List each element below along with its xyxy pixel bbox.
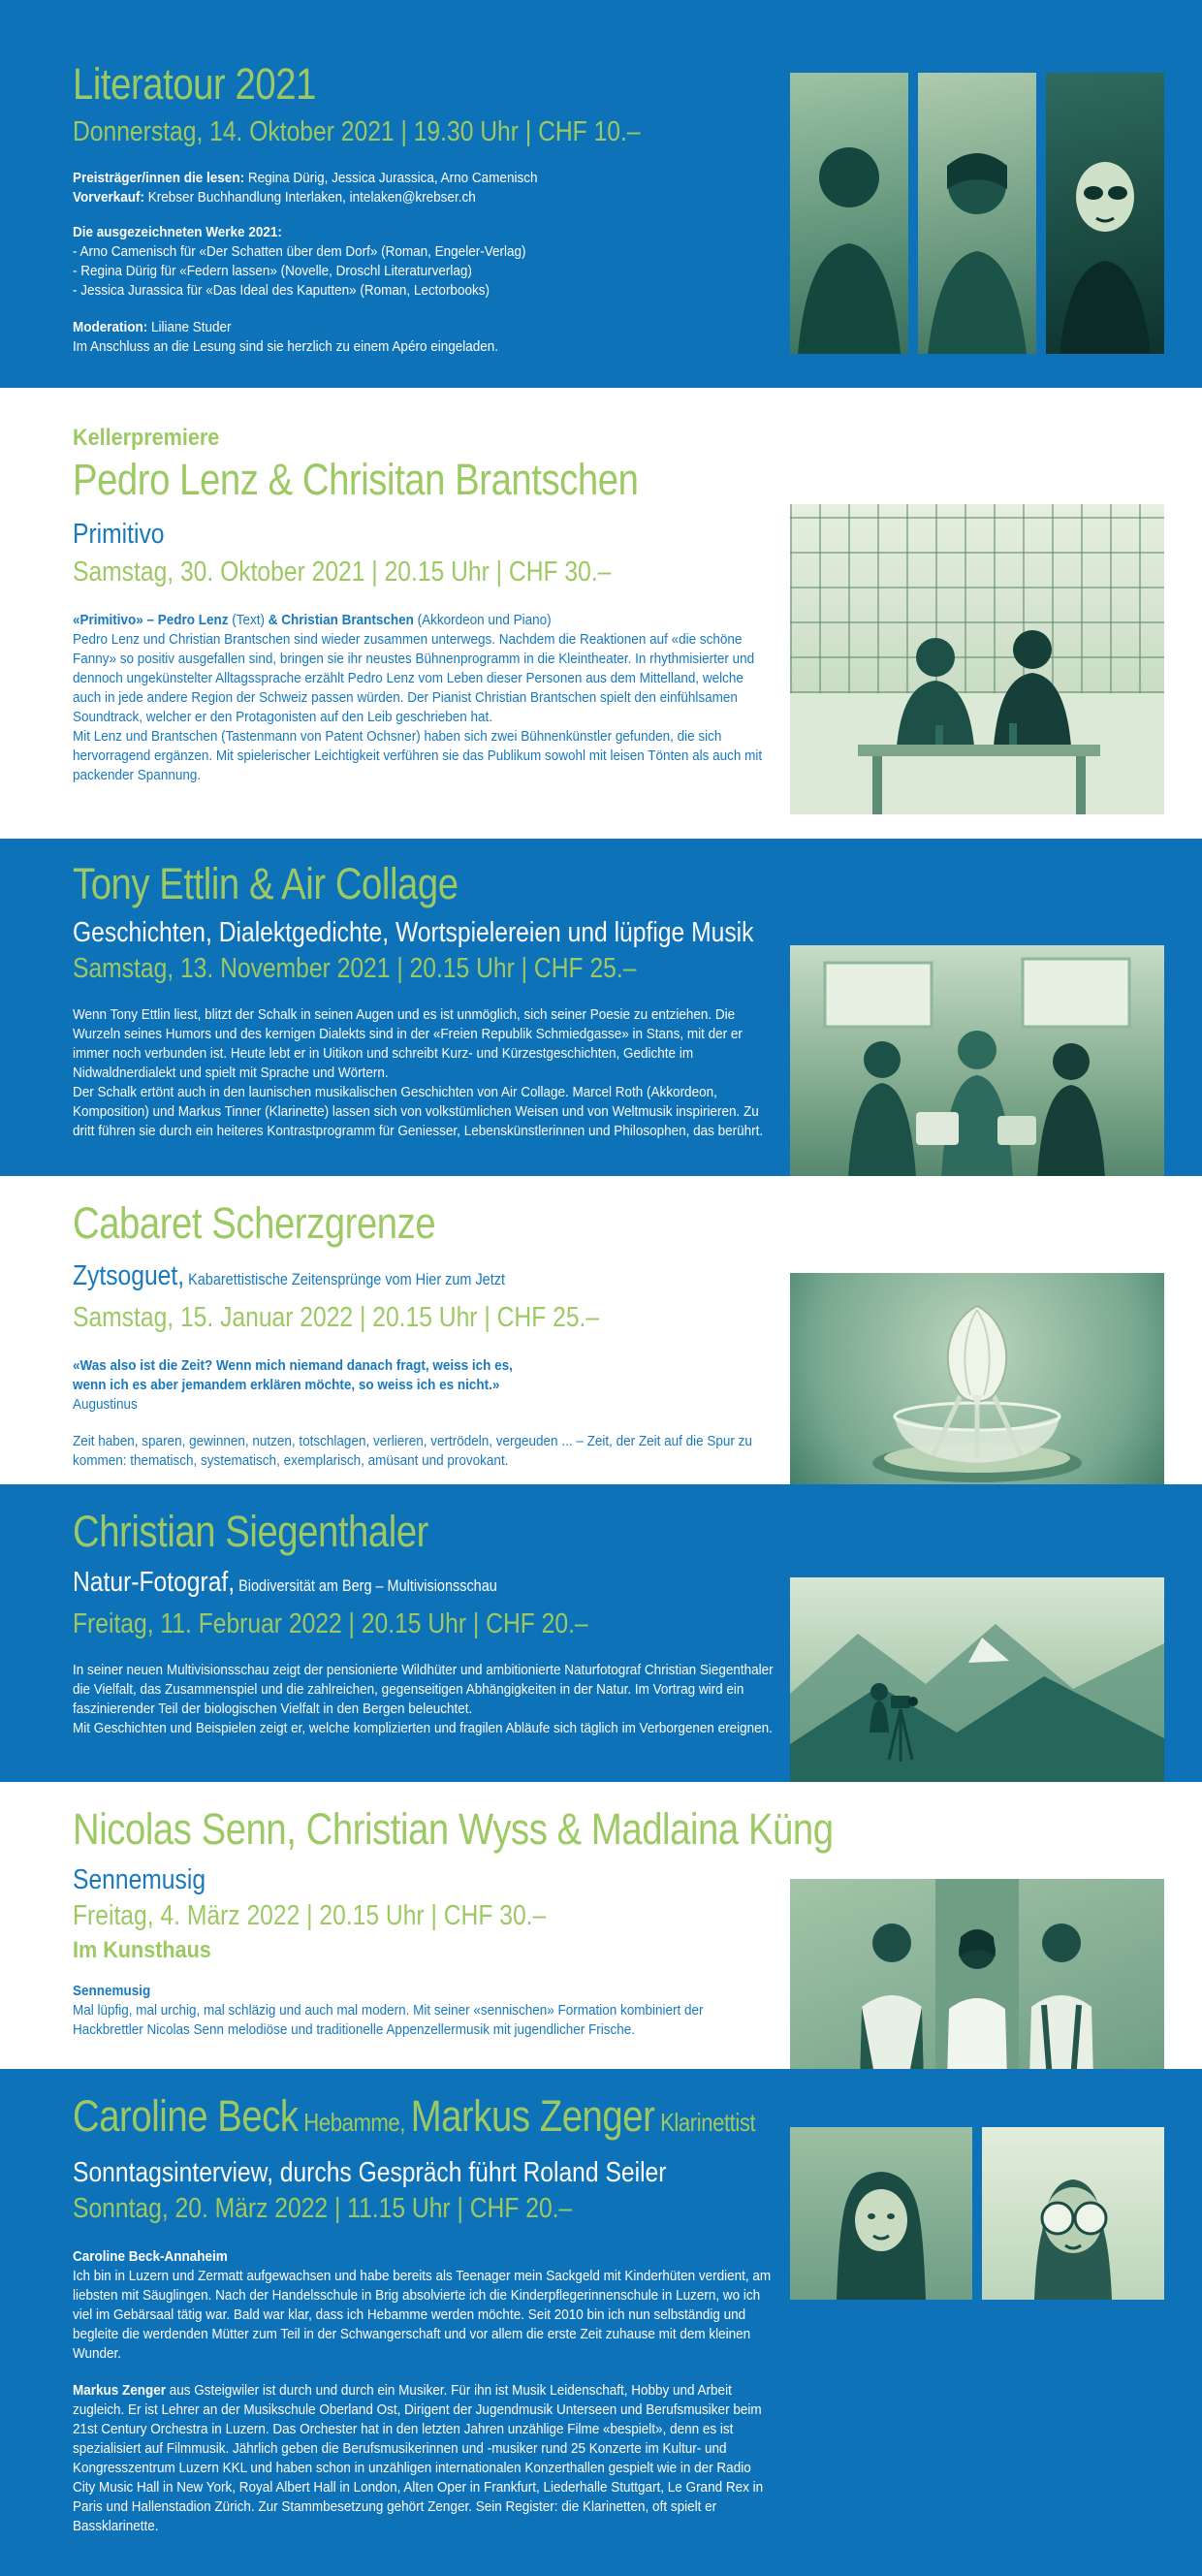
masked-figure-illustration	[1046, 73, 1164, 354]
event-description	[73, 1432, 775, 1471]
siegenthaler-photo	[790, 1531, 1164, 1739]
work-item: - Jessica Jurassica für «Das Ideal des Kaputten» (Roman, Lectorbooks)	[73, 282, 490, 299]
event-dateline: Freitag, 4. März 2022 | 20.15 Uhr | CHF 30.–	[73, 1900, 547, 1931]
guest-role: Hebamme,	[298, 2108, 411, 2137]
bio-markus	[73, 2381, 775, 2536]
quote-block	[73, 1356, 775, 1415]
group-illustration	[790, 945, 1164, 1176]
event-dateline: Freitag, 11. Februar 2022 | 20.15 Uhr | CHF 20.–	[73, 1608, 588, 1639]
duo-at-table-photo	[790, 504, 1164, 814]
event-dateline: Samstag, 30. Oktober 2021 | 20.15 Uhr | CHF 30.–	[73, 557, 612, 588]
moderation-line	[73, 318, 775, 337]
description-heading: Sennemusig	[73, 1983, 151, 1999]
person-silhouette-illustration	[790, 73, 908, 354]
seated-duo-illustration	[790, 504, 1164, 814]
citrus-press-photo	[790, 1273, 1164, 1484]
guest-name: Caroline Beck	[73, 2091, 299, 2141]
three-musicians-photo	[790, 1879, 1164, 2069]
event-description	[73, 1982, 775, 2040]
kicker-kellerpremiere: Kellerpremiere	[73, 425, 220, 451]
woman-portrait-illustration	[790, 2127, 972, 2300]
description-paragraph: Mit Geschichten und Beispielen zeigt er, welche komplizierten und fragilen Abläufe sich täglich im Verborgenen ereignen.	[73, 1720, 773, 1736]
credit-regular: (Akkordeon und Piano)	[413, 612, 552, 628]
credit-regular: (Text)	[228, 612, 269, 628]
work-item: - Regina Dürig für «Federn lassen» (Novelle, Droschl Literaturverlag)	[73, 263, 472, 279]
presale-line	[73, 188, 775, 207]
pedro-photo	[790, 446, 1164, 756]
event-dateline: Samstag, 13. November 2021 | 20.15 Uhr | CHF 25.–	[73, 953, 637, 984]
section-sennemusig	[0, 1782, 1202, 2069]
section-siegenthaler	[0, 1484, 1202, 1782]
event-subtitle: Geschichten, Dialektgedichte, Wortspielereien und lüpfige Musik	[73, 917, 754, 948]
event-dateline: Donnerstag, 14. Oktober 2021 | 19.30 Uhr | CHF 10.–	[73, 116, 641, 147]
credit-line	[73, 611, 775, 630]
work-item: - Arno Camenisch für «Der Schatten über dem Dorf» (Roman, Engeler-Verlag)	[73, 243, 526, 260]
person-silhouette-illustration	[918, 73, 1036, 354]
moderation-name: Liliane Studer	[147, 319, 232, 335]
show-title-main: Zytsoguet,	[73, 1260, 185, 1291]
event-title: Pedro Lenz & Chrisitan Brantschen	[73, 455, 639, 504]
readers-names: Regina Dürig, Jessica Jurassica, Arno Camenisch	[244, 170, 538, 186]
moderation-block	[73, 318, 775, 357]
literatour-photo-strip	[790, 73, 1164, 354]
description-paragraph: Pedro Lenz und Christian Brantschen sind wieder zusammen unterwegs. Nachdem die Reaktionen auf «die schöne Fanny» so positiv ausgefallen sind, bringen sie ihr neustes Bühnenprogramm in die Kleintheater. In rhythmisierter und dennoch ungekünstelter Alltagssprache erzählt Pedro Lenz vom Leben dieser Personen aus dem Mittelland, welche auch in jede andere Region der Schweiz passen würden. Der Pianist Christian Brantschen spielt den einfühlsamen Soundtrack, welcher er den Protagonisten auf den Leib geschrieben hat.	[73, 631, 755, 725]
event-title: Nicolas Senn, Christian Wyss & Madlaina Küng	[73, 1804, 834, 1854]
senn-photo	[790, 1830, 1164, 2031]
description-paragraph: Zeit haben, sparen, gewinnen, nutzen, totschlagen, verlieren, vertrödeln, vergeuden ... – Zeit, der Zeit auf die Spur zu kommen: thematisch, systematisch, exemplarisch, amüsant und provokant.	[73, 1433, 752, 1469]
section-cabaret-scherzgrenze	[0, 1176, 1202, 1484]
guest-name: Markus Zenger	[410, 2091, 655, 2141]
event-description	[73, 1005, 775, 1141]
author-portrait-photo-masked	[1046, 73, 1164, 354]
description-paragraph: Wenn Tony Ettlin liest, blitzt der Schalk in seinen Augen und es ist unmöglich, sich seiner Poesie zu entziehen. Die Wurzeln seines Humors und des kernigen Dialekts sind in der «Freien Republik Schmiedgasse» in Stans, mit der er immer noch verbunden ist. Heute lebt er in Uitikon und schreibt Kurz- und Kürzestgeschichten, Gedichte im Nidwaldnerdialekt und spielt mit Sprache und Wörtern.	[73, 1006, 743, 1081]
section-sonntagsinterview	[0, 2069, 1202, 2576]
author-portrait-photo-1	[790, 73, 908, 354]
bio-caroline	[73, 2247, 775, 2364]
event-dateline: Sonntag, 20. März 2022 | 11.15 Uhr | CHF 20.–	[73, 2193, 573, 2224]
interview-photos	[790, 2127, 1164, 2300]
presale-info: Krebser Buchhandlung Interlaken, intelaken@krebser.ch	[144, 189, 476, 206]
readers-line	[73, 169, 775, 188]
readers-label: Preisträger/innen die lesen:	[73, 170, 245, 186]
mountain-photographer-illustration	[790, 1577, 1164, 1782]
bio-paragraph: Ich bin in Luzern und Zermatt aufgewachsen und habe bereits als Teenager mein Sackgeld mit Kinderhüten verdient, am liebsten mit Säuglingen. Nach der Handelsschule in Brig absolvierte ich die Kinderpflegerinnenschule in Luzern, wo ich viel im Gebärsaal tätig war. Bald war klar, dass ich Hebamme werden möchte. Seit 2010 bin ich nun selbständig und begleite die werdenden Mütter zum Teil in der Schwangerschaft und vor allem die erste Zeit zuhause mit dem kleinen Wunder.	[73, 2268, 772, 2362]
description-paragraph: Mal lüpfig, mal urchig, mal schläzig und auch mal modern. Mit seiner «sennischen» Formation kombiniert der Hackbrettler Nicolas Senn melodiöse und traditionelle Appenzellermusik mit jugendlicher Frische.	[73, 2002, 704, 2038]
description-paragraph: Der Schalk ertönt auch in den launischen musikalischen Geschichten von Air Collage. Marcel Roth (Akkordeon, Komposition) und Markus Tinner (Klarinette) lassen sich von volkstümlichen Weisen und von Weltmusik inspirieren. Zu dritt führen sie durch ein heiteres Kontrastprogramm für Geniesser, Lebenskünstlerinnen und Philosophen, das berührt.	[73, 1084, 764, 1139]
quote-author: Augustinus	[73, 1396, 138, 1413]
show-title-sub: Kabarettistische Zeitensprünge vom Hier zum Jetzt	[184, 1270, 505, 1288]
apero-note: Im Anschluss an die Lesung sind sie herzlich zu einem Apéro eingeladen.	[73, 338, 499, 355]
photographer-in-mountains-photo	[790, 1577, 1164, 1782]
presale-label: Vorverkauf:	[73, 189, 145, 206]
moderation-label: Moderation:	[73, 319, 148, 335]
works-heading: Die ausgezeichneten Werke 2021:	[73, 224, 282, 240]
tony-photo	[790, 892, 1164, 1125]
bio-text: aus Gsteigwiler ist durch und durch ein Musiker. Für ihn ist Musik Leidenschaft, Hobby und Arbeit zugleich. Er ist Lehrer an der Musikschule Oberland Ost, Dirigent der Jugendmusik Unterseen und Berufsmusiker beim 21st Century Orchestra in Luzern. Das Orchester hat in den letzten Jahren unzählige Filme «bespielt», denn es ist spezialisiert auf Filmmusik. Jährlich geben die Berufsmusikerinnen und -musiker rund 25 Konzerte im Kultur- und Kongresszentrum Luzern KKL und haben schon in unzähligen internationalen Konzerthallen gespielt wie in der Radio City Music Hall in New York, Royal Albert Hall in London, Alten Oper in Frankfurt, Liederhalle Stuttgart, Le Grand Rex in Paris und Hallenstadion Zürich. Zur Stammbesetzung gehört Zenger. Sein Register: die Klarinetten, oft spielt er Bassklarinette.	[73, 2382, 764, 2534]
event-dateline: Samstag, 15. Januar 2022 | 20.15 Uhr | CHF 25.–	[73, 1302, 600, 1333]
event-description	[73, 1661, 775, 1738]
show-title: Primitivo	[73, 519, 165, 550]
section-tony-ettlin	[0, 839, 1202, 1176]
cabaret-photo	[790, 1224, 1164, 1446]
quote-line: «Was also ist die Zeit? Wenn mich niemand danach fragt, weiss ich es,	[73, 1357, 513, 1374]
description-paragraph: Mit Lenz und Brantschen (Tastenmann von Patent Ochsner) haben sich zwei Bühnenkünstler gefunden, die sich hervorragend ergänzen. Mit spielerischer Leichtigkeit verführen sie das Publikum sowohl mit leisen Tönten als auch mit packender Spannung.	[73, 728, 763, 783]
quote-line: wenn ich es aber jemandem erklären möchte, so weiss ich es nicht.»	[73, 1377, 500, 1393]
show-title: Sennemusig	[73, 1864, 206, 1895]
event-title: Cabaret Scherzgrenze	[73, 1198, 436, 1248]
subtitle-main: Natur-Fotograf,	[73, 1567, 236, 1598]
man-portrait-illustration	[982, 2127, 1164, 2300]
event-description	[73, 611, 775, 785]
section-pedro-lenz	[0, 388, 1202, 839]
subtitle-sub: Biodiversität am Berg – Multivisionsschau	[235, 1576, 497, 1595]
description-paragraph: In seiner neuen Multivisionsschau zeigt der pensionierte Wildhüter und ambitionierte Naturfotograf Christian Siegenthaler die Vielfalt, das Zusammenspiel und die zahlreichen, gegenseitigen Abhängigkeiten in der Natur. Im Vortrag wird ein faszinierender Teil der biologischen Vielfalt in den Bergen beleuchtet.	[73, 1662, 774, 1717]
citrus-press-illustration	[790, 1273, 1164, 1484]
event-title: Christian Siegenthaler	[73, 1507, 428, 1556]
page-title: Literatour 2021	[73, 59, 316, 109]
awarded-works	[73, 223, 775, 301]
venue-note: Im Kunsthaus	[73, 1937, 211, 1963]
author-portrait-photo-2	[918, 73, 1036, 354]
credit-bold: «Primitivo» – Pedro Lenz	[73, 612, 229, 628]
event-title: Tony Ettlin & Air Collage	[73, 859, 459, 908]
bio-lead-name: Markus Zenger	[73, 2382, 167, 2399]
bio-heading: Caroline Beck-Annaheim	[73, 2248, 228, 2265]
credit-bold: & Christian Brantschen	[268, 612, 414, 628]
portrait-caroline-beck-photo	[790, 2127, 972, 2300]
portrait-markus-zenger-photo	[982, 2127, 1164, 2300]
event-subtitle: Sonntagsinterview, durchs Gespräch führt Roland Seiler	[73, 2157, 667, 2188]
section-literatour	[0, 0, 1202, 388]
musicians-illustration	[790, 1879, 1164, 2069]
guest-role: Klarinettist	[654, 2108, 756, 2137]
trio-group-photo	[790, 945, 1164, 1176]
event-info	[73, 169, 775, 207]
bio-paragraph	[73, 2381, 775, 2536]
